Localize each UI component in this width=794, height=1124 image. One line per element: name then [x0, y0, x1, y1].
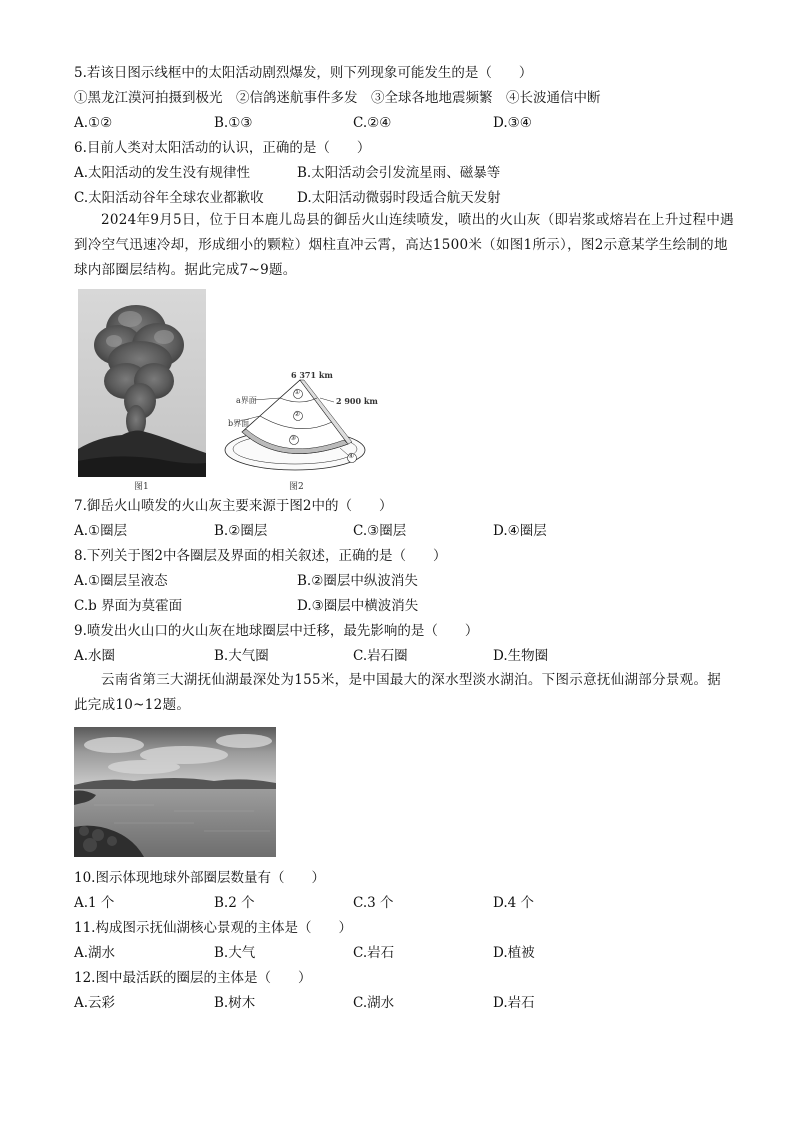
- q5-option-d: D.③④: [493, 115, 532, 131]
- q11-stem: 11.构成图示抚仙湖核心景观的主体是（ ）: [74, 920, 352, 936]
- passage-volcano: 2024年9月5日，位于日本鹿儿岛县的御岳火山连续喷发，喷出的火山灰（即岩浆或熔岩在上升过程中遇到冷空气迅速冷却，形成细小的颗粒）烟柱直冲云霄，高达1500米（如图1所示），图2示意某学生绘制的地球内部圈层结构。据此完成7~9题。: [74, 212, 734, 278]
- q12-option-d: D.岩石: [493, 995, 535, 1011]
- q8-option-b: B.②圈层中纵波消失: [297, 573, 418, 589]
- q12-option-c: C.湖水: [353, 995, 395, 1011]
- q11-option-d: D.植被: [493, 945, 535, 961]
- q9-option-a: A.水圈: [74, 648, 116, 664]
- figure2-b-interface-label: b界面: [228, 419, 250, 428]
- figure2-radius-label: 6 371 km: [291, 370, 333, 380]
- q8-stem: 8.下列关于图2中各圈层及界面的相关叙述，正确的是（ ）: [74, 548, 447, 564]
- q6-option-a: A.太阳活动的发生没有规律性: [74, 165, 251, 181]
- q9-option-b: B.大气圈: [214, 648, 269, 664]
- lake-landscape-photo: [74, 727, 276, 857]
- figure2-layer3-label: ③: [290, 434, 297, 442]
- q7-option-d: D.④圈层: [493, 523, 547, 539]
- figure2-caption: 图2: [289, 482, 304, 492]
- q5-option-b: B.①③: [214, 115, 253, 131]
- figure1-volcano-photo: [78, 289, 206, 477]
- q11-option-b: B.大气: [214, 945, 256, 961]
- q5-stem: 5.若该日图示线框中的太阳活动剧烈爆发，则下列现象可能发生的是（ ）: [74, 65, 533, 81]
- q10-option-a: A.1 个: [74, 895, 115, 911]
- q5-items: ①黑龙江漠河拍摄到极光 ②信鸽迷航事件多发 ③全球各地地震频繁 ④长波通信中断: [74, 90, 601, 106]
- q11-option-a: A.湖水: [74, 945, 116, 961]
- figure2-layer1-label: ①: [294, 388, 301, 396]
- q10-option-b: B.2 个: [214, 895, 255, 911]
- figure1-caption: 图1: [134, 482, 149, 492]
- q12-option-a: A.云彩: [74, 995, 116, 1011]
- q5-option-a: A.①②: [74, 115, 113, 131]
- figure2-a-interface-label: a界面: [236, 396, 257, 405]
- q7-stem: 7.御岳火山喷发的火山灰主要来源于图2中的（ ）: [74, 498, 393, 514]
- q8-option-c: C.b 界面为莫霍面: [74, 598, 183, 614]
- q6-option-d: D.太阳活动微弱时段适合航天发射: [297, 190, 501, 206]
- passage-fuxian-lake: 云南省第三大湖抚仙湖最深处为155米，是中国最大的深水型淡水湖泊。下图示意抚仙湖部分景观。据此完成10~12题。: [74, 672, 722, 713]
- q5-option-c: C.②④: [353, 115, 392, 131]
- q6-stem: 6.目前人类对太阳活动的认识，正确的是（ ）: [74, 140, 371, 156]
- q9-option-d: D.生物圈: [493, 648, 549, 664]
- q7-option-a: A.①圈层: [74, 523, 128, 539]
- q9-stem: 9.喷发出火山口的火山灰在地球圈层中迁移，最先影响的是（ ）: [74, 623, 479, 639]
- q9-option-c: C.岩石圈: [353, 648, 408, 664]
- q7-option-c: C.③圈层: [353, 523, 407, 539]
- q6-option-b: B.太阳活动会引发流星雨、磁暴等: [297, 165, 501, 181]
- figure2-layer2-label: ②: [294, 410, 301, 418]
- q6-option-c: C.太阳活动谷年全球农业都歉收: [74, 190, 264, 206]
- q7-option-b: B.②圈层: [214, 523, 268, 539]
- q12-stem: 12.图中最活跃的圈层的主体是（ ）: [74, 970, 312, 986]
- figure2-depth-label: 2 900 km: [336, 396, 378, 406]
- q10-stem: 10.图示体现地球外部圈层数量有（ ）: [74, 870, 325, 886]
- q12-option-b: B.树木: [214, 995, 256, 1011]
- q8-option-d: D.③圈层中横波消失: [297, 598, 419, 614]
- q11-option-c: C.岩石: [353, 945, 395, 961]
- figure2-layer4-label: ④: [348, 452, 355, 460]
- q10-option-d: D.4 个: [493, 895, 535, 911]
- q10-option-c: C.3 个: [353, 895, 394, 911]
- q8-option-a: A.①圈层呈液态: [74, 573, 168, 589]
